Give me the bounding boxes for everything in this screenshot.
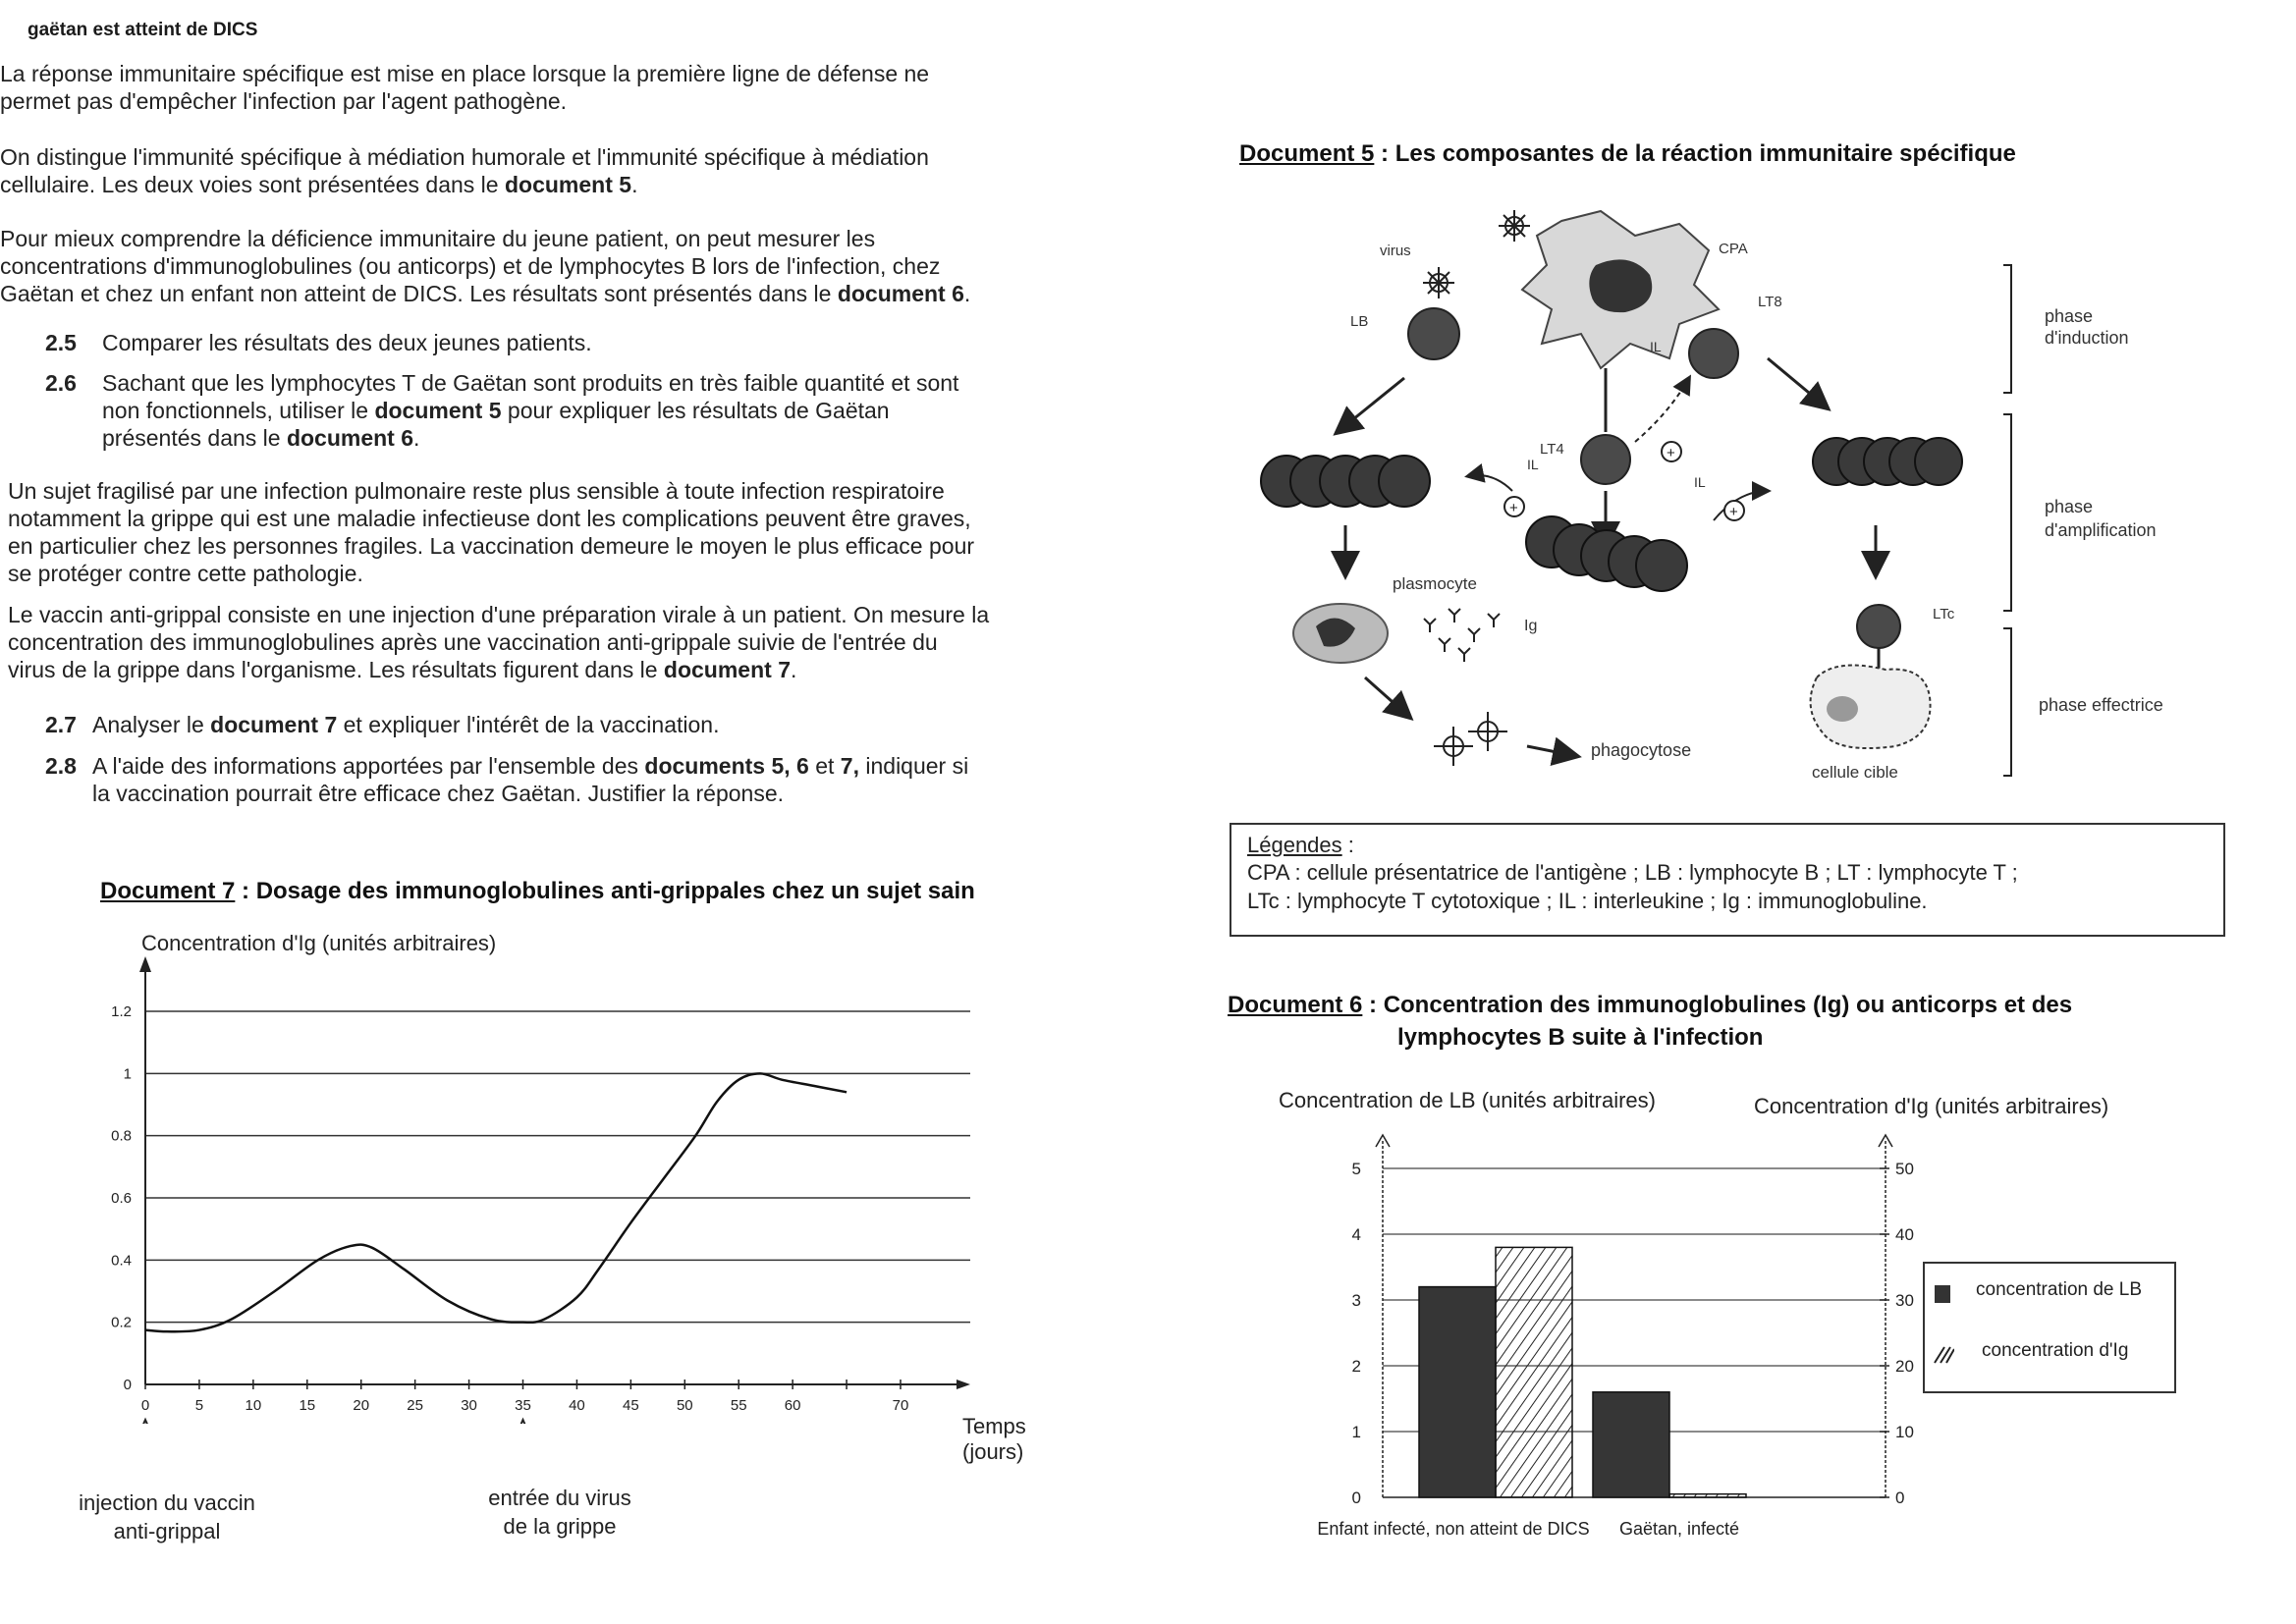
- label-plasmocyte: plasmocyte: [1393, 574, 1477, 593]
- lt4-cell-icon: [1581, 435, 1630, 484]
- bar-ig: [1496, 1247, 1572, 1497]
- legend-swatch-lb: [1935, 1285, 1950, 1303]
- y-tick-label: 0.6: [111, 1190, 132, 1207]
- label-phase-amplification-2: d'amplification: [2045, 520, 2157, 540]
- doc5-legend-box: [1230, 823, 2225, 937]
- y-right-tick-label: 30: [1895, 1291, 1914, 1310]
- document-6-label: Document 6: [1228, 992, 1363, 1018]
- document-7-heading: : Dosage des immunoglobulines anti-grippales chez un sujet sain: [235, 878, 975, 904]
- x-tick-label: 15: [299, 1397, 316, 1414]
- q26-c: pour expliquer les résultats de Gaëtan présentés dans le: [102, 398, 890, 451]
- y-left-tick-label: 0: [1351, 1489, 1361, 1507]
- y-tick-label: 0: [123, 1377, 132, 1393]
- ig-concentration-line: [145, 1073, 847, 1331]
- grippe-paragraph-2: [8, 601, 990, 683]
- legend-title: Légendes: [1247, 833, 1342, 857]
- intro-p3-text: Pour mieux comprendre la déficience immunitaire du jeune patient, on peut mesurer les concentrations d'immunoglobulines (ou anticorps) et de lymphocytes B lors de l'infection, chez Gaëtan et chez un enfant non atteint de DICS. Les résultats sont présentés dans le: [0, 226, 941, 306]
- q26-e: .: [413, 425, 420, 451]
- grippe-p2-doc-ref: document 7: [663, 657, 791, 682]
- q27-c: et expliquer l'intérêt de la vaccination.: [337, 712, 720, 737]
- label-il-top: IL: [1650, 339, 1662, 354]
- legend-label-lb: concentration de LB: [1976, 1279, 2143, 1300]
- q28-e: indiquer si la vaccination pourrait être efficace chez Gaëtan. Justifier la réponse.: [92, 753, 969, 806]
- document-7-label: Document 7: [100, 878, 236, 904]
- up-arrow-icon: [517, 1420, 530, 1424]
- annotation-line-1: injection du vaccin: [79, 1490, 255, 1515]
- x-tick-label: 5: [194, 1397, 204, 1414]
- up-arrow-icon: [138, 1420, 152, 1424]
- x-tick-label: 0: [140, 1397, 150, 1414]
- document-6-title: [1228, 992, 2072, 1019]
- il-arrow: [1635, 378, 1689, 442]
- y-left-tick-label: 1: [1351, 1423, 1361, 1441]
- question-text: [102, 369, 968, 452]
- category-label: Enfant infecté, non atteint de DICS: [1317, 1519, 1590, 1539]
- ltc-cell-icon: [1857, 605, 1900, 648]
- doc6-legend: [1923, 1262, 2176, 1393]
- intro-p2-end: .: [631, 172, 638, 197]
- arrow-lt8-clones: [1768, 358, 1827, 407]
- x-axis-arrow-icon: [957, 1380, 970, 1389]
- x-tick-label: 50: [676, 1397, 693, 1414]
- y-right-tick-label: 10: [1895, 1423, 1914, 1441]
- y-right-tick-label: 40: [1895, 1225, 1914, 1244]
- bar-lb: [1593, 1392, 1669, 1497]
- doc7-y-axis-label: Concentration d'Ig (unités arbitraires): [141, 931, 497, 955]
- bracket-amplification: [2003, 414, 2011, 611]
- label-phagocytose: phagocytose: [1591, 740, 1692, 760]
- label-phase-induction-2: d'induction: [2045, 328, 2129, 348]
- doc7-x-axis-label: [962, 1414, 1026, 1465]
- y-left-tick-label: 4: [1351, 1225, 1361, 1244]
- question-2-6: [45, 369, 978, 458]
- x-tick-label: 55: [730, 1397, 747, 1414]
- y-right-tick-label: 0: [1895, 1489, 1905, 1507]
- doc5-immune-response-diagram: [1247, 196, 2229, 805]
- doc7-line-chart: [0, 952, 1011, 1424]
- y-tick-label: 0.4: [111, 1252, 132, 1270]
- label-virus: virus: [1380, 243, 1411, 259]
- lt8-clones-icon: [1813, 438, 1962, 485]
- q28-doc7: 7,: [840, 753, 859, 779]
- document-5-heading: : Les composantes de la réaction immunitaire spécifique: [1374, 140, 2016, 167]
- x-tick-label: 35: [515, 1397, 531, 1414]
- virus-icon: [1423, 267, 1454, 298]
- bracket-induction: [2003, 265, 2011, 393]
- intro-p2-doc-ref: document 5: [504, 172, 632, 197]
- question-number: 2.6: [45, 370, 77, 396]
- grippe-p2-text: Le vaccin anti-grippal consiste en une injection d'une préparation virale à un patient. On mesure la concentration des immunoglobulines après une vaccination anti-grippale suivie de l'entrée du virus de la grippe dans l'organisme. Les résultats figurent dans le: [8, 602, 990, 682]
- lb-cell-icon: [1408, 308, 1459, 359]
- q28-docs: documents 5, 6: [644, 753, 809, 779]
- q28-a: A l'aide des informations apportées par l'ensemble des: [92, 753, 645, 779]
- q28-c: et: [808, 753, 841, 779]
- y-tick-label: 1.2: [111, 1003, 132, 1020]
- immune-complex-icon: [1434, 712, 1507, 766]
- q26-doc5: document 5: [374, 398, 502, 423]
- label-lt4: LT4: [1540, 441, 1564, 458]
- intro-p3-doc-ref: document 6: [837, 281, 964, 306]
- y-left-tick-label: 2: [1351, 1357, 1361, 1376]
- label-phase-induction-1: phase: [2045, 306, 2094, 326]
- question-number: 2.8: [45, 753, 77, 779]
- label-phase-effectrice: phase effectrice: [2039, 695, 2163, 715]
- label-lb: LB: [1350, 313, 1369, 330]
- label-cpa: CPA: [1719, 241, 1748, 257]
- q27-a: Analyser le: [92, 712, 211, 737]
- intro-paragraph-3: [0, 225, 990, 307]
- intro-p2-text: On distingue l'immunité spécifique à médiation humorale et l'immunité spécifique à médiation cellulaire. Les deux voies sont présentées dans le: [0, 144, 929, 197]
- x-tick-label: 10: [245, 1397, 262, 1414]
- question-text: [92, 711, 719, 738]
- question-2-7: [45, 711, 988, 740]
- document-6-title-line-2: lymphocytes B suite à l'infection: [1397, 1024, 1764, 1051]
- y-left-tick-label: 5: [1351, 1160, 1361, 1178]
- q27-doc7: document 7: [210, 712, 338, 737]
- label-ltc: LTc: [1933, 606, 1955, 623]
- question-number: 2.7: [45, 712, 77, 737]
- lb-clones-icon: [1261, 456, 1430, 507]
- doc7-x-label-line-1: Temps: [962, 1414, 1026, 1438]
- label-lt8: LT8: [1758, 294, 1782, 310]
- legend-colon: :: [1341, 833, 1354, 857]
- grippe-paragraph-1: Un sujet fragilisé par une infection pulmonaire reste plus sensible à toute infection respiratoire notamment la grippe qui est une maladie infectieuse dont les complications peuvent être graves, en particulier chez les personnes fragiles. La vaccination demeure le moyen le plus efficace pour se protéger contre cette pathologie.: [8, 478, 975, 586]
- grippe-p2-end: .: [791, 657, 797, 682]
- label-cellule-cible: cellule cible: [1812, 763, 1898, 782]
- doc7-x-label-line-2: (jours): [962, 1439, 1024, 1464]
- arrow-to-complex: [1365, 677, 1409, 717]
- q26-a: Sachant que les lymphocytes T de Gaëtan sont produits en très faible quantité et sont non fonctionnels, utiliser le: [102, 370, 959, 423]
- y-left-tick-label: 3: [1351, 1291, 1361, 1310]
- label-plus: +: [1667, 445, 1675, 461]
- bar-lb: [1419, 1287, 1496, 1497]
- x-tick-label: 70: [892, 1397, 909, 1414]
- x-tick-label: 60: [784, 1397, 801, 1414]
- label-plus-left: +: [1509, 500, 1518, 516]
- y-right-tick-label: 50: [1895, 1160, 1914, 1178]
- q26-doc6: document 6: [286, 425, 414, 451]
- intro-paragraph-1: La réponse immunitaire spécifique est mise en place lorsque la première ligne de défense ne permet pas d'empêcher l'infection par l'agent pathogène.: [0, 61, 930, 114]
- label-il-left: IL: [1527, 457, 1539, 472]
- plasmocyte-icon: [1293, 604, 1388, 663]
- virus-icon: [1499, 210, 1530, 242]
- document-5-label: Document 5: [1239, 140, 1375, 167]
- x-tick-label: 20: [353, 1397, 370, 1414]
- x-tick-label: 25: [407, 1397, 423, 1414]
- doc6-y-axis-right-label: Concentration d'Ig (unités arbitraires): [1754, 1094, 2109, 1118]
- cpa-cell-icon: [1522, 211, 1719, 368]
- intro-p3-end: .: [963, 281, 971, 306]
- arrow-to-phagocytose: [1527, 746, 1576, 756]
- y-tick-label: 0.2: [111, 1314, 132, 1331]
- question-text: [92, 752, 981, 807]
- y-tick-label: 1: [123, 1065, 132, 1083]
- bracket-effectrice: [2003, 628, 2011, 776]
- annotation-line-1: entrée du virus: [488, 1486, 631, 1510]
- question-2-8: [45, 752, 988, 811]
- y-axis-arrow-icon: [139, 956, 151, 972]
- x-tick-label: 30: [461, 1397, 477, 1414]
- lt8-cell-icon: [1689, 329, 1738, 378]
- document-6-heading-1: : Concentration des immunoglobulines (Ig) ou anticorps et des: [1362, 992, 2073, 1018]
- label-plus-right: +: [1729, 504, 1738, 520]
- doc7-annotation-virus: [462, 1484, 658, 1541]
- x-tick-label: 40: [569, 1397, 585, 1414]
- label-ig: Ig: [1524, 618, 1538, 634]
- document-7-title: [100, 878, 975, 905]
- y-tick-label: 0.8: [111, 1127, 132, 1145]
- document-5-title: [1239, 140, 2016, 168]
- legend-swatch-ig: [1933, 1345, 1954, 1365]
- doc7-annotation-injection: [59, 1489, 275, 1545]
- intro-paragraph-2: [0, 143, 982, 198]
- y-right-tick-label: 20: [1895, 1357, 1914, 1376]
- bar-ig: [1669, 1494, 1746, 1497]
- legend-line-1: CPA : cellule présentatrice de l'antigène ; LB : lymphocyte B ; LT : lymphocyte T ;: [1247, 860, 2018, 885]
- question-number: 2.5: [45, 330, 77, 355]
- ig-antibodies-icon: [1424, 609, 1500, 662]
- label-il-right: IL: [1694, 474, 1706, 490]
- doc6-y-axis-left-label: Concentration de LB (unités arbitraires): [1279, 1088, 1656, 1112]
- x-tick-label: 45: [623, 1397, 639, 1414]
- legend-line-2: LTc : lymphocyte T cytotoxique ; IL : interleukine ; Ig : immunoglobuline.: [1247, 889, 1928, 913]
- target-cell-icon: [1811, 666, 1931, 749]
- annotation-line-2: de la grippe: [503, 1514, 617, 1539]
- question-text: Comparer les résultats des deux jeunes patients.: [102, 330, 592, 355]
- label-phase-amplification-1: phase: [2045, 497, 2094, 516]
- legend-label-ig: concentration d'Ig: [1982, 1340, 2129, 1361]
- question-2-5: [45, 329, 978, 358]
- il-arrow-left: [1468, 475, 1512, 491]
- page-header: gaëtan est atteint de DICS: [27, 20, 258, 40]
- annotation-line-2: anti-grippal: [113, 1519, 221, 1543]
- category-label: Gaëtan, infecté: [1618, 1519, 1740, 1539]
- arrow-lb-clones: [1338, 378, 1404, 432]
